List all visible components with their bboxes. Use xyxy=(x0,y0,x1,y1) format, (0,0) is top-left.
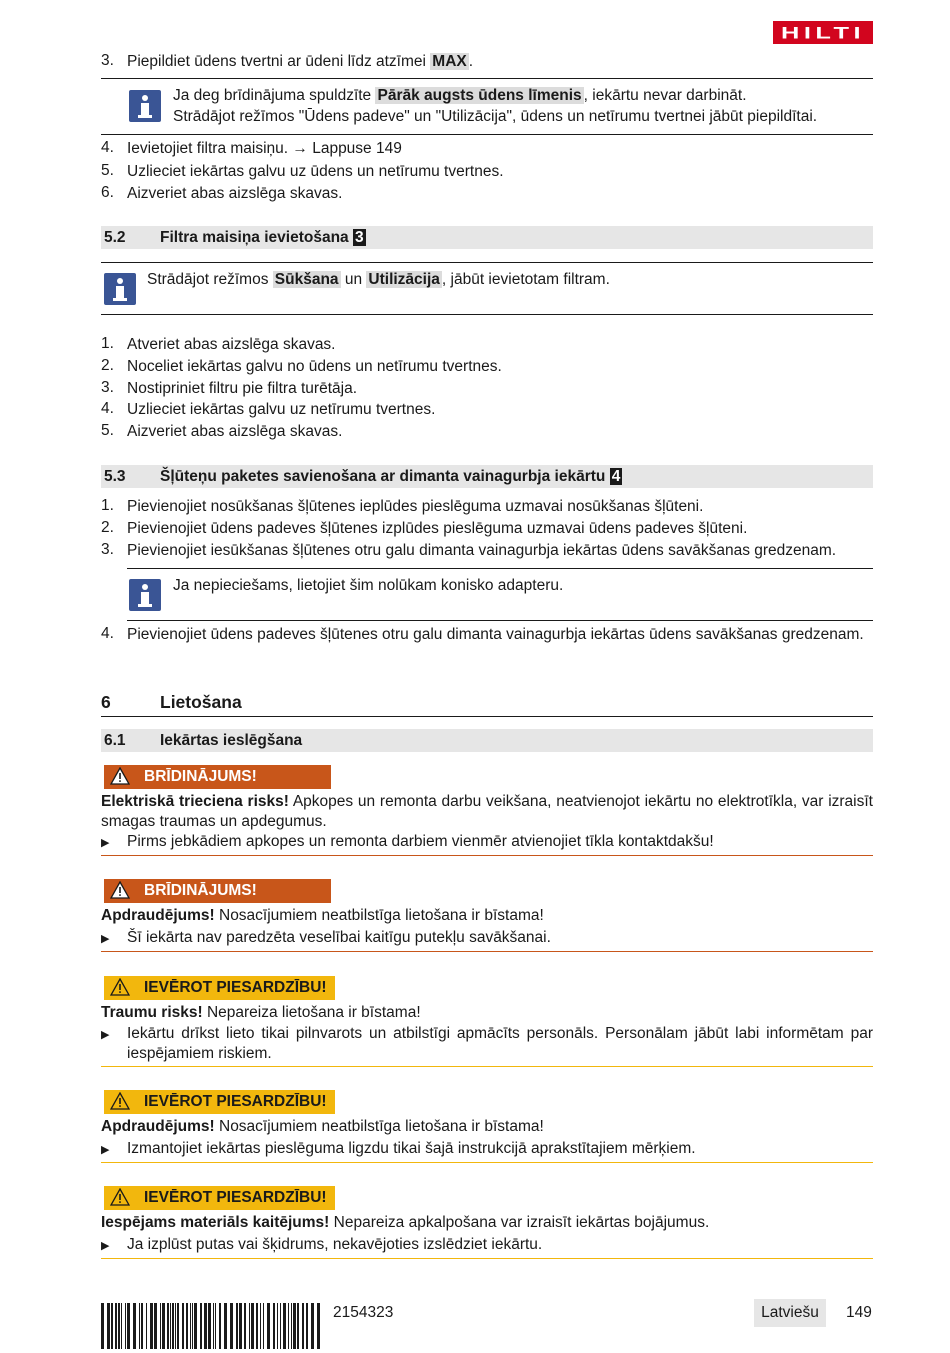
figure-ref: 4 xyxy=(611,468,621,485)
section-heading-5-2 xyxy=(101,226,873,249)
caution-badge xyxy=(104,1090,335,1114)
warning-triangle-icon xyxy=(110,767,130,785)
barcode-bar xyxy=(219,1303,221,1349)
barcode-bar xyxy=(107,1303,110,1349)
info-note-text: Ja nepieciešams, lietojiet šim nolūkam konisko adapteru. xyxy=(173,577,564,594)
highlight-suction: Sūkšana xyxy=(274,271,339,288)
caution-body: Nosacījumiem neatbilstīga lietošana ir bīstama! xyxy=(214,1118,544,1135)
caution-text xyxy=(101,1003,873,1023)
caution-lead: Traumu risks! xyxy=(101,1004,203,1021)
step-number: 4. xyxy=(101,400,114,417)
note-text: un xyxy=(340,271,367,288)
warning-badge xyxy=(104,765,331,789)
note-text: Strādājot režīmos xyxy=(147,271,273,288)
barcode-bar xyxy=(200,1303,202,1349)
barcode-bar xyxy=(236,1303,238,1349)
barcode-bar xyxy=(182,1303,184,1349)
barcode-bar xyxy=(249,1303,250,1349)
barcode-bar xyxy=(167,1303,169,1349)
hilti-logo xyxy=(773,21,873,44)
warning-label: BRĪDINĀJUMS! xyxy=(144,768,257,785)
caution-body: Nepareiza apkalpošana var izraisīt iekārtas bojājumus. xyxy=(329,1214,710,1231)
caution-rule xyxy=(101,1066,873,1067)
step-text: Pievienojiet nosūkšanas šļūtenes ieplūdes pieslēguma uzmavai nosūkšanas šļūteni. xyxy=(127,498,704,515)
warning-body: Apkopes un remonta darbu veikšana, neatvienojot iekārtu no elektrotīkla, var izraisīt smagas traumas un apdegumus. xyxy=(101,793,873,830)
barcode-bar xyxy=(291,1303,292,1349)
section-title: Iekārtas ieslēgšana xyxy=(160,732,303,749)
step-text: Atveriet abas aizslēga skavas. xyxy=(127,336,336,353)
step-text: Pievienojiet ūdens padeves šļūtenes otru galu dimanta vainagurbja iekārtas ūdens savākšanas gredzenam. xyxy=(127,626,864,643)
highlight-water-level: Pārāk augsts ūdens līmenis xyxy=(377,87,582,104)
caution-rule xyxy=(101,1162,873,1163)
note-top-rule xyxy=(101,262,873,263)
step-number: 3. xyxy=(101,379,114,396)
barcode-bar xyxy=(125,1303,126,1349)
barcode xyxy=(101,1303,321,1349)
barcode-bar xyxy=(288,1303,289,1349)
highlight-utilization: Utilizācija xyxy=(368,271,440,288)
caution-body: Nepareiza lietošana ir bīstama! xyxy=(202,1004,421,1021)
warning-badge xyxy=(104,879,331,903)
section-number: 6.1 xyxy=(104,732,126,749)
caution-label: IEVĒROT PIESARDZĪBU! xyxy=(144,1093,327,1110)
caution-lead: Iespējams materiāls kaitējums! xyxy=(101,1214,330,1231)
info-icon xyxy=(104,273,136,305)
barcode-bar xyxy=(302,1303,304,1349)
barcode-bar xyxy=(111,1303,113,1349)
note-bottom-rule xyxy=(127,620,873,621)
barcode-bar xyxy=(194,1303,197,1349)
warning-triangle-icon xyxy=(110,1188,130,1206)
caution-instruction: Ja izplūst putas vai šķidrums, nekavējoties izslēdziet iekārtu. xyxy=(127,1236,543,1253)
step-number: 1. xyxy=(101,335,114,352)
barcode-bar xyxy=(160,1303,161,1349)
info-icon xyxy=(129,579,161,611)
info-icon xyxy=(129,90,161,122)
caution-text xyxy=(101,1117,873,1137)
barcode-bar xyxy=(150,1303,153,1349)
section-number: 5.3 xyxy=(104,468,126,485)
step-text: Ievietojiet filtra maisiņu. → Lappuse 149 xyxy=(127,140,402,157)
barcode-bar xyxy=(263,1303,264,1349)
step-text: Aizveriet abas aizslēga skavas. xyxy=(127,423,343,440)
step-text: Uzlieciet iekārtas galvu uz netīrumu tvertnes. xyxy=(127,401,436,418)
step-text: Uzlieciet iekārtas galvu uz ūdens un netīrumu tvertnes. xyxy=(127,163,504,180)
step-text-a: Piepildiet ūdens tvertni ar ūdeni līdz atzīmei xyxy=(127,53,431,70)
step-number: 2. xyxy=(101,357,114,374)
chapter-rule xyxy=(101,716,873,717)
barcode-bar xyxy=(293,1303,296,1349)
step-number: 4. xyxy=(101,139,114,156)
note-top-rule xyxy=(101,78,873,79)
caution-instruction: Iekārtu drīkst lieto tikai pilnvarots un atbilstīgi apmācīts personāls. Personālam jābūt labi informētam par iespējamiem riskiem. xyxy=(127,1025,873,1062)
info-note xyxy=(147,269,610,290)
svg-text:HILTI: HILTI xyxy=(781,23,865,43)
bullet-arrow-icon: ▶ xyxy=(101,1144,110,1156)
barcode-bar xyxy=(204,1303,207,1349)
barcode-bar xyxy=(317,1303,320,1349)
section-title xyxy=(160,226,366,249)
warning-triangle-icon xyxy=(110,978,130,996)
step-text: Pievienojiet iesūkšanas šļūtenes otru galu dimanta vainagurbja iekārtas ūdens savākšanas gredzenam. xyxy=(127,542,837,559)
warning-text xyxy=(101,906,873,926)
barcode-bar xyxy=(213,1303,214,1349)
caution-label: IEVĒROT PIESARDZĪBU! xyxy=(144,1189,327,1206)
warning-label: BRĪDINĀJUMS! xyxy=(144,882,257,899)
section-number: 5.2 xyxy=(104,229,126,246)
barcode-bar xyxy=(260,1303,261,1349)
barcode-bar xyxy=(190,1303,191,1349)
barcode-bar xyxy=(208,1303,211,1349)
barcode-bar xyxy=(162,1303,165,1349)
step-number: 5. xyxy=(101,162,114,179)
note-top-rule xyxy=(127,568,873,569)
barcode-bar xyxy=(118,1303,120,1349)
barcode-bar xyxy=(311,1303,314,1349)
barcode-bar xyxy=(230,1303,233,1349)
step-number: 4. xyxy=(101,625,114,642)
section-title-text: Filtra maisiņa ievietošana xyxy=(160,229,349,246)
step-text: Nostipriniet filtru pie filtra turētāja. xyxy=(127,380,358,397)
warning-lead: Apdraudējums! xyxy=(101,907,215,924)
barcode-bar xyxy=(115,1303,117,1349)
barcode-bar xyxy=(215,1303,216,1349)
language-tag: Latviešu xyxy=(754,1299,826,1327)
step-number: 3. xyxy=(101,541,114,558)
caution-lead: Apdraudējums! xyxy=(101,1118,215,1135)
info-note xyxy=(173,85,873,127)
barcode-bar xyxy=(175,1303,176,1349)
note-text: , jābūt ievietotam filtram. xyxy=(441,271,610,288)
section-title-text: Šļūteņu paketes savienošana ar dimanta vainagurbja iekārtu xyxy=(160,468,606,485)
document-number: 2154323 xyxy=(333,1304,394,1321)
barcode-bar xyxy=(306,1303,308,1349)
barcode-bar xyxy=(251,1303,254,1349)
warning-lead: Elektriskā trieciena risks! xyxy=(101,793,289,810)
step-number: 1. xyxy=(101,497,114,514)
note-text: Strādājot režīmos "Ūdens padeve" un "Utilizācija", ūdens un netīrumu tvertnei jābūt piepildītai. xyxy=(173,108,818,125)
step-text xyxy=(127,52,873,72)
barcode-bar xyxy=(297,1303,299,1349)
barcode-bar xyxy=(186,1303,188,1349)
step-number: 5. xyxy=(101,422,114,439)
barcode-bar xyxy=(267,1303,270,1349)
step-text: Noceliet iekārtas galvu no ūdens un netīrumu tvertnes. xyxy=(127,358,502,375)
barcode-bar xyxy=(172,1303,174,1349)
page-number: 149 xyxy=(846,1304,872,1321)
caution-instruction: Izmantojiet iekārtas pieslēguma ligzdu tikai šajā instrukcijā aprakstītajiem mērķiem. xyxy=(127,1140,696,1157)
caution-rule xyxy=(101,1258,873,1259)
warning-triangle-icon xyxy=(110,1092,130,1110)
step-text: Aizveriet abas aizslēga skavas. xyxy=(127,185,343,202)
warning-text xyxy=(101,792,873,832)
section-heading-5-3 xyxy=(101,465,873,488)
caution-label: IEVĒROT PIESARDZĪBU! xyxy=(144,979,327,996)
warning-rule xyxy=(101,951,873,952)
chapter-title: Lietošana xyxy=(160,692,242,712)
step-number: 3. xyxy=(101,52,114,69)
barcode-bar xyxy=(177,1303,179,1349)
bullet-arrow-icon: ▶ xyxy=(101,1029,110,1041)
bullet-arrow-icon: ▶ xyxy=(101,837,110,849)
warning-rule xyxy=(101,855,873,856)
warning-instruction: Šī iekārta nav paredzēta veselībai kaitīgu putekļu savākšanai. xyxy=(127,929,551,946)
barcode-bar xyxy=(121,1303,122,1349)
note-bottom-rule xyxy=(101,134,873,135)
chapter-number: 6 xyxy=(101,692,111,712)
barcode-bar xyxy=(244,1303,246,1349)
barcode-bar xyxy=(141,1303,143,1349)
note-bottom-rule xyxy=(101,314,873,315)
barcode-bar xyxy=(170,1303,171,1349)
note-text: Ja deg brīdinājuma spuldzīte xyxy=(173,87,376,104)
section-heading-6-1 xyxy=(101,729,873,752)
barcode-bar xyxy=(277,1303,278,1349)
barcode-bar xyxy=(192,1303,193,1349)
step-number: 2. xyxy=(101,519,114,536)
figure-ref: 3 xyxy=(354,229,364,246)
barcode-bar xyxy=(101,1303,104,1349)
section-title xyxy=(160,465,622,488)
barcode-bar xyxy=(283,1303,286,1349)
warning-triangle-icon xyxy=(110,881,130,899)
bullet-arrow-icon: ▶ xyxy=(101,933,110,945)
barcode-bar xyxy=(154,1303,157,1349)
warning-instruction: Pirms jebkādiem apkopes un remonta darbiem vienmēr atvienojiet tīkla kontaktdakšu! xyxy=(127,833,714,850)
barcode-bar xyxy=(273,1303,275,1349)
barcode-bar xyxy=(127,1303,130,1349)
step-number: 6. xyxy=(101,184,114,201)
barcode-bar xyxy=(133,1303,136,1349)
caution-badge xyxy=(104,1186,335,1210)
warning-body: Nosacījumiem neatbilstīga lietošana ir bīstama! xyxy=(214,907,544,924)
caution-badge xyxy=(104,976,335,1000)
caution-text xyxy=(101,1213,873,1233)
bullet-arrow-icon: ▶ xyxy=(101,1240,110,1252)
barcode-bar xyxy=(139,1303,140,1349)
hilti-logo-wordmark xyxy=(773,21,873,44)
highlight-max: MAX xyxy=(432,53,467,70)
barcode-bar xyxy=(239,1303,242,1349)
barcode-bar xyxy=(146,1303,147,1349)
barcode-bar xyxy=(224,1303,227,1349)
step-text: Pievienojiet ūdens padeves šļūtenes izplūdes pieslēguma uzmavai ūdens padeves šļūteni. xyxy=(127,520,748,537)
step-text-b: . xyxy=(468,53,474,70)
barcode-bar xyxy=(256,1303,258,1349)
barcode-bar xyxy=(280,1303,281,1349)
note-text: , iekārtu nevar darbināt. xyxy=(583,87,747,104)
